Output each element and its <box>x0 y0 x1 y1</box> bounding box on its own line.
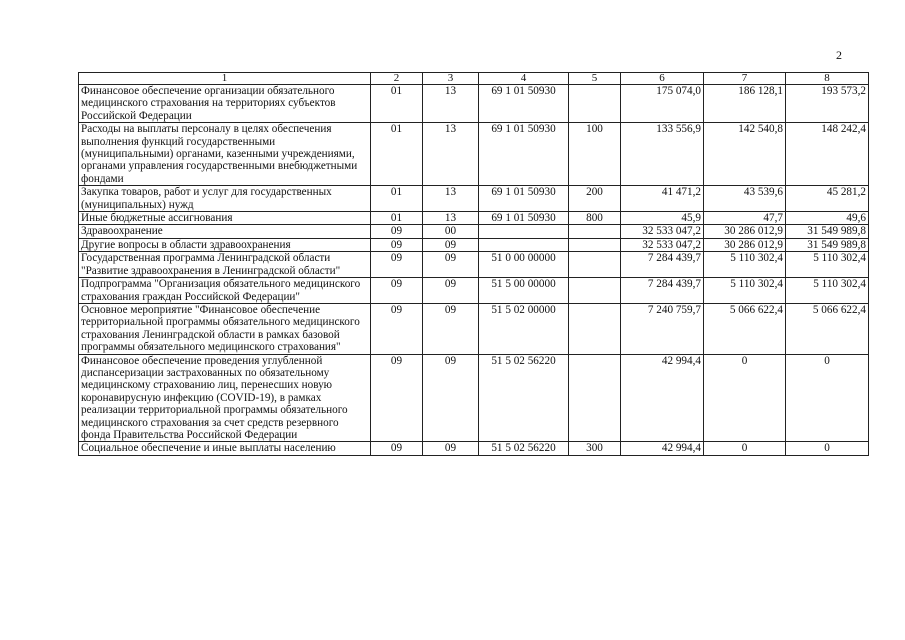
row-amount-2: 5 110 302,4 <box>704 252 786 278</box>
row-section: 01 <box>371 212 423 225</box>
row-section: 01 <box>371 186 423 212</box>
row-target-article <box>479 225 569 238</box>
row-amount-1: 45,9 <box>621 212 704 225</box>
row-amount-1: 7 284 439,7 <box>621 278 704 304</box>
row-subsection: 09 <box>423 238 479 251</box>
row-subsection: 09 <box>423 442 479 455</box>
table-row <box>79 303 869 354</box>
table-row <box>79 442 869 455</box>
header-cell: 5 <box>569 73 621 85</box>
row-target-article: 69 1 01 50930 <box>479 186 569 212</box>
row-amount-3: 148 242,4 <box>786 123 869 186</box>
row-amount-2: 43 539,6 <box>704 186 786 212</box>
row-amount-2: 0 <box>704 442 786 455</box>
table-row <box>79 123 869 186</box>
row-target-article: 51 5 02 56220 <box>479 442 569 455</box>
row-section: 09 <box>371 238 423 251</box>
row-amount-3: 49,6 <box>786 212 869 225</box>
table-row <box>79 278 869 304</box>
row-amount-3: 5 110 302,4 <box>786 252 869 278</box>
header-cell: 1 <box>79 73 371 85</box>
row-expense-type <box>569 354 621 442</box>
row-subsection: 09 <box>423 303 479 354</box>
row-target-article: 51 5 02 56220 <box>479 354 569 442</box>
row-subsection: 13 <box>423 186 479 212</box>
row-expense-type <box>569 238 621 251</box>
row-amount-2: 142 540,8 <box>704 123 786 186</box>
header-cell: 8 <box>786 73 869 85</box>
row-expense-type: 800 <box>569 212 621 225</box>
header-cell: 3 <box>423 73 479 85</box>
row-amount-1: 41 471,2 <box>621 186 704 212</box>
row-name: Финансовое обеспечение организации обязательного медицинского страхования на территориях субъектов Российской Федерации <box>79 85 371 123</box>
row-name: Основное мероприятие "Финансовое обеспечение территориальной программы обязательного медицинского страхования Ленинградской области в рамках базовой программы обязательного медицинского страхования" <box>79 303 371 354</box>
row-section: 09 <box>371 225 423 238</box>
row-section: 01 <box>371 85 423 123</box>
row-section: 09 <box>371 278 423 304</box>
row-expense-type: 200 <box>569 186 621 212</box>
row-target-article: 69 1 01 50930 <box>479 212 569 225</box>
row-target-article: 69 1 01 50930 <box>479 123 569 186</box>
row-amount-3: 0 <box>786 442 869 455</box>
page-number: 2 <box>836 48 842 62</box>
row-amount-1: 133 556,9 <box>621 123 704 186</box>
row-subsection: 09 <box>423 354 479 442</box>
row-target-article: 51 5 00 00000 <box>479 278 569 304</box>
row-name: Расходы на выплаты персоналу в целях обеспечения выполнения функций государственными (муниципальными) органами, казенными учреждениями, органами управления государственными внебюджетными фондами <box>79 123 371 186</box>
row-name: Здравоохранение <box>79 225 371 238</box>
row-amount-1: 42 994,4 <box>621 442 704 455</box>
row-expense-type <box>569 278 621 304</box>
table-row <box>79 354 869 442</box>
row-amount-2: 47,7 <box>704 212 786 225</box>
row-amount-2: 5 066 622,4 <box>704 303 786 354</box>
row-subsection: 09 <box>423 278 479 304</box>
row-target-article: 69 1 01 50930 <box>479 85 569 123</box>
row-section: 09 <box>371 303 423 354</box>
row-amount-3: 45 281,2 <box>786 186 869 212</box>
row-amount-2: 5 110 302,4 <box>704 278 786 304</box>
row-name: Государственная программа Ленинградской области "Развитие здравоохранения в Ленинградской области" <box>79 252 371 278</box>
header-cell: 2 <box>371 73 423 85</box>
row-amount-2: 30 286 012,9 <box>704 225 786 238</box>
row-target-article: 51 0 00 00000 <box>479 252 569 278</box>
table-row <box>79 186 869 212</box>
row-section: 09 <box>371 252 423 278</box>
row-section: 09 <box>371 442 423 455</box>
row-name: Финансовое обеспечение проведения углубленной диспансеризации застрахованных по обязательному медицинскому страхованию лиц, перенесших новую коронавирусную инфекцию (COVID-19), в рамках реализации территориальной программы обязательного медицинского страхования за счет средств резервного фонда Правительства Российской Федерации <box>79 354 371 442</box>
row-name: Закупка товаров, работ и услуг для государственных (муниципальных) нужд <box>79 186 371 212</box>
row-amount-1: 42 994,4 <box>621 354 704 442</box>
row-name: Социальное обеспечение и иные выплаты населению <box>79 442 371 455</box>
row-amount-2: 186 128,1 <box>704 85 786 123</box>
row-section: 09 <box>371 354 423 442</box>
row-amount-2: 30 286 012,9 <box>704 238 786 251</box>
row-amount-3: 31 549 989,8 <box>786 238 869 251</box>
row-amount-3: 5 066 622,4 <box>786 303 869 354</box>
row-target-article: 51 5 02 00000 <box>479 303 569 354</box>
row-amount-3: 31 549 989,8 <box>786 225 869 238</box>
row-target-article <box>479 238 569 251</box>
row-section: 01 <box>371 123 423 186</box>
table-row <box>79 212 869 225</box>
row-subsection: 13 <box>423 85 479 123</box>
row-expense-type <box>569 252 621 278</box>
table-row <box>79 252 869 278</box>
row-name: Иные бюджетные ассигнования <box>79 212 371 225</box>
row-expense-type <box>569 225 621 238</box>
header-cell: 6 <box>621 73 704 85</box>
header-cell: 4 <box>479 73 569 85</box>
row-name: Подпрограмма "Организация обязательного медицинского страхования граждан Российской Федерации" <box>79 278 371 304</box>
row-subsection: 00 <box>423 225 479 238</box>
header-cell: 7 <box>704 73 786 85</box>
row-name: Другие вопросы в области здравоохранения <box>79 238 371 251</box>
row-subsection: 09 <box>423 252 479 278</box>
table-row <box>79 238 869 251</box>
row-subsection: 13 <box>423 123 479 186</box>
row-expense-type: 100 <box>569 123 621 186</box>
row-amount-3: 0 <box>786 354 869 442</box>
row-amount-1: 7 240 759,7 <box>621 303 704 354</box>
row-amount-3: 193 573,2 <box>786 85 869 123</box>
row-expense-type <box>569 303 621 354</box>
row-amount-2: 0 <box>704 354 786 442</box>
row-amount-1: 32 533 047,2 <box>621 225 704 238</box>
row-amount-3: 5 110 302,4 <box>786 278 869 304</box>
row-subsection: 13 <box>423 212 479 225</box>
row-expense-type <box>569 85 621 123</box>
row-amount-1: 7 284 439,7 <box>621 252 704 278</box>
row-amount-1: 32 533 047,2 <box>621 238 704 251</box>
row-amount-1: 175 074,0 <box>621 85 704 123</box>
budget-table <box>78 72 869 456</box>
header-row <box>79 73 869 85</box>
table-row <box>79 225 869 238</box>
table-row <box>79 85 869 123</box>
row-expense-type: 300 <box>569 442 621 455</box>
